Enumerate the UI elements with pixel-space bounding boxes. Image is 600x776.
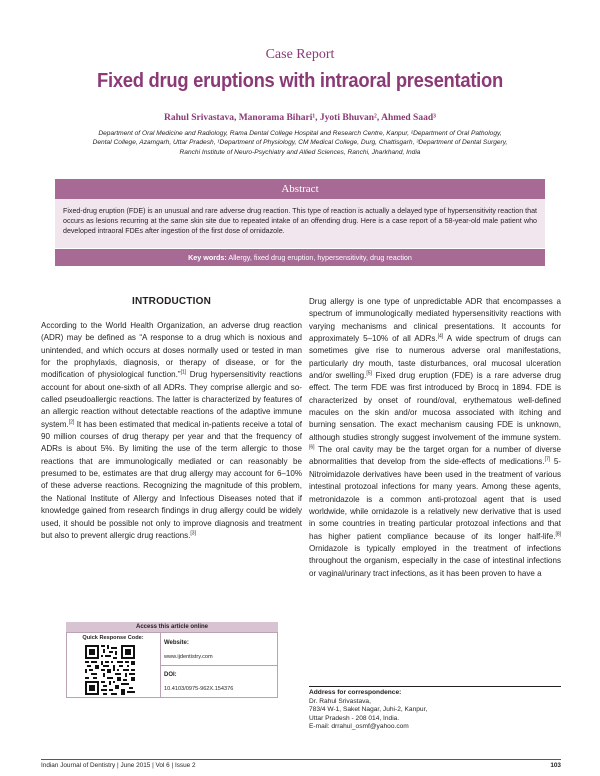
author-list: Rahul Srivastava, Manorama Bihari¹, Jyoti Bhuvan², Ahmed Saad³ <box>164 113 436 123</box>
paragraph <box>309 296 561 580</box>
correspondence-line: Uttar Pradesh - 208 014, India. <box>309 714 400 722</box>
text-run: Drug allergy is one type of unpredictable ADR that encompasses a spectrum of immunologically mediated hypersensitivity reactions with varying mechanisms and clinical presentations. It accounts for approximately 5–10% of all ADRs. <box>309 297 561 344</box>
citation: [8] <box>555 530 561 537</box>
divider <box>160 665 278 666</box>
abstract-text: Fixed-drug eruption (FDE) is an unusual and rare adverse drug reaction. This type of reaction is actually a delayed type of hypersensitivity reaction that occurs as lesions recurring at the same skin site due to repeated intake of an offending drug. Here is a case report of a 58-year-old male patient who developed intraoral FDEs after ingestion of the first dose of ornidazole. <box>55 199 545 248</box>
correspondence-address <box>309 689 561 732</box>
affiliation-line: Dental College, Azamgarh, Uttar Pradesh, ¹Department of Physiology, CM Medical College, Durg, Chattisgarh, ³Department of Dental Surgery, <box>92 139 508 147</box>
citation: [1] <box>180 369 187 376</box>
article-title: Fixed drug eruptions with intraoral presentation <box>97 70 503 92</box>
text-run: It has been estimated that medical in-patients receive a total of 90 million courses of drug therapy per year and that the frequency of ADRs is about 5%. By limiting the use of the term allergic to those reactions that are immunologically mediated or can reasonably be presumed to be, estimates are that drug allergy may account for 6–10% of these adverse reactions. Recognizing the magnitude of this problem, the National Institute of Allergy and Infectious Diseases noted that if knowledge gained from research findings in drug allergy could be widely used, it should be possible not only to improve diagnosis and treatment but also to prevent allergic drug reactions. <box>41 419 302 540</box>
keywords-text: Allergy, fixed drug eruption, hypersensitivity, drug reaction <box>228 253 412 262</box>
correspondence-line: 783/4 W-1, Saket Nagar, Juhi-2, Kanpur, <box>309 706 428 714</box>
citation: [4] <box>437 333 444 340</box>
keywords-label: Key words: <box>188 253 227 262</box>
website-label: Website: <box>164 640 189 646</box>
correspondence-email[interactable]: E-mail: drrahul_osmf@yahoo.com <box>309 723 409 731</box>
doi-value[interactable]: 10.4103/0975-962X.154376 <box>164 686 234 692</box>
page-number: 103 <box>550 762 561 769</box>
paragraph <box>41 320 302 542</box>
affiliations <box>55 129 545 157</box>
citation: [2] <box>68 419 75 426</box>
qr-code-icon[interactable] <box>84 645 136 695</box>
text-run: A wide spectrum of drugs can sometimes give rise to numerous adverse oral manifestations, particularly dry mouth, taste disturbances, oral mucosal ulceration and/or swelling. <box>309 334 561 381</box>
divider <box>309 686 561 687</box>
text-run: The oral cavity may be the target organ for a number of diverse abnormalities that develop from the side-effects of medications. <box>309 445 561 467</box>
doi-label: DOI: <box>164 672 177 678</box>
qr-label: Quick Response Code: <box>82 635 144 641</box>
text-run: Fixed drug eruption (FDE) is a rare adverse drug effect. The term FDE was first introduced by Brocq in 1894. FDE is characterized by onset of round/oval, erythematous well-defined macules on the skin and/or mucosa associated with itching and burning sensation. The exact mechanism causing FDE is unknown, although studies strongly suggest involvement of the immune system. <box>309 371 561 442</box>
section-label: Case Report <box>265 47 335 62</box>
keywords-bar <box>55 249 545 266</box>
text-run: Drug hypersensitivity reactions account for about one-sixth of all ADRs. They comprise allergic and so-called pseudoallergic reactions. The latter is characterized by features of an allergic reaction without detectable reactions of the adaptive immune system. <box>41 370 302 429</box>
affiliation-line: Department of Oral Medicine and Radiology, Rama Dental College Hospital and Research Centre, Kanpur, ²Department of Oral Pathology, <box>98 130 502 137</box>
citation: [3] <box>190 530 196 537</box>
correspondence-name: Dr. Rahul Srivastava, <box>309 697 371 705</box>
text-run: 5-Nitroimidazole derivatives have been used in the treatment of various intestinal protozoal infections for many years. Among these agents, metronidazole is a common anti-protozoal agent that is used worldwide, while ornidazole is a relatively new derivative that is used in some countries in treating particular protozoal infections and that has higher patient compliance because of its longer half-life. <box>309 457 561 541</box>
abstract-heading: Abstract <box>55 179 545 199</box>
body-column-right <box>309 296 561 580</box>
footer-divider <box>41 759 561 760</box>
body-column-left <box>41 320 302 542</box>
affiliation-line: Ranchi Institute of Neuro-Psychiatry and Allied Sciences, Ranchi, Jharkhand, India <box>179 148 421 156</box>
text-run: According to the World Health Organization, an adverse drug reaction (ADR) may be defined as “A response to a drug which is noxious and unintended, and which occurs at doses normally used or tested in man for the prophylaxis, diagnosis, or therapy of disease, or for the modification of physiological function.” <box>41 321 302 380</box>
citation: [5] <box>366 370 372 377</box>
access-online-heading: Access this article online <box>66 622 278 632</box>
text-run: Ornidazole is typically employed in the treatment of infections throughout the organism, especially in the case of intestinal infections or vaginal/urinary tract infections, as it has been proven to have a <box>309 543 561 578</box>
journal-info: Indian Journal of Dentistry | June 2015 | Vol 6 | Issue 2 <box>41 762 196 769</box>
introduction-heading: INTRODUCTION <box>131 296 212 307</box>
correspondence-heading: Address for correspondence: <box>309 689 402 696</box>
citation: [6] <box>309 444 315 451</box>
website-link[interactable]: www.ijdentistry.com <box>164 654 213 660</box>
citation: [7] <box>544 456 551 463</box>
